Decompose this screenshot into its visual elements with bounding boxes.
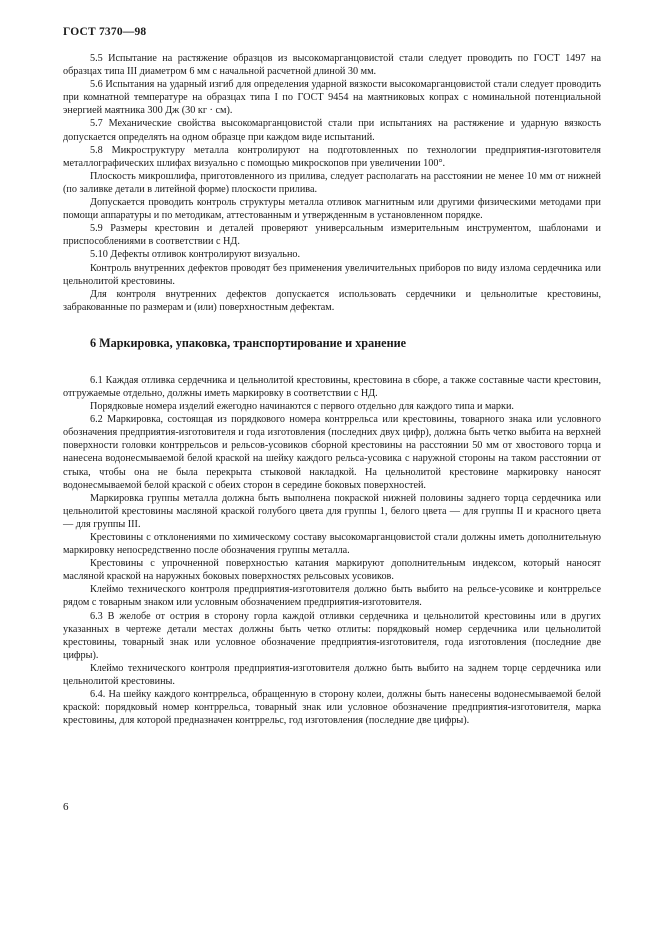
- paragraph-6-2: 6.2 Маркировка, состоящая из порядкового номера контррельса или крестовины, товарного знака или условного обозначения предприятия-изготовителя и года изготовления (последних двух цифр), должна быть четко выбита на верхней поверхности головки контррельсов и рельсов-усовиков сборной крестовины на расстоянии 50 мм от хвостового торца и нанесена водонесмываемой белой краской на шейку каждого рельса-усовика с наружной стороны на таком расстоянии от стыка, чтобы она не была перекрыта стыковой накладкой. На цельнолитой крестовине маркировку наносят водонесмываемой белой краской с обеих сторон в середине боковых поверхностей.: [63, 414, 601, 491]
- paragraph-inspection-stamp: Клеймо технического контроля предприятия-изготовителя должно быть выбито на рельсе-усовике и контррельсе рядом с товарным знаком или условным обозначением предприятия-изготовителя.: [63, 584, 601, 609]
- paragraph-defect-samples: Для контроля внутренних дефектов допускается использовать сердечники и цельнолитые крестовины, забракованные по размерам и (или) поверхностным дефектам.: [63, 288, 601, 313]
- paragraph-metal-group-marking: Маркировка группы металла должна быть выполнена покраской нижней половины заднего торца сердечника или цельнолитой крестовины масляной краской голубого цвета для группы 1, белого цвета — для группы II и красного цвета — для группы III.: [63, 492, 601, 530]
- paragraph-microsection: Плоскость микрошлифа, приготовленного из прилива, следует располагать на расстоянии не менее 10 мм от нижней (по заливке детали в литейной форме) плоскости прилива.: [63, 170, 601, 195]
- section-6-text: [63, 374, 601, 728]
- page-number: 6: [63, 801, 69, 813]
- paragraph-6-1: 6.1 Каждая отливка сердечника и цельнолитой крестовины, крестовина в сборе, а также составные части крестовин, отгружаемые отдельно, должны иметь маркировку в соответствии с НД.: [63, 374, 601, 399]
- paragraph-chemical-deviation: Крестовины с отклонениями по химическому составу высокомарганцовистой стали должны иметь дополнительную маркировку непосредственно после обозначения группы металла.: [63, 532, 601, 557]
- paragraph-hardened-surface: Крестовины с упрочненной поверхностью катания маркируют дополнительным индексом, который наносят масляной краской на наружных боковых поверхностях рельсовых усовиков.: [63, 558, 601, 583]
- paragraph-rear-stamp: Клеймо технического контроля предприятия-изготовителя должно быть выбито на заднем торце сердечника или цельнолитой крестовины.: [63, 662, 601, 688]
- paragraph-5-8: 5.8 Микроструктуру металла контролируют на подготовленных по технологии предприятия-изготовителя металлографических шлифах визуально с помощью микроскопов при увеличении 100°.: [63, 144, 601, 169]
- paragraph-serial-numbers: Порядковые номера изделий ежегодно начинаются с первого отдельно для каждого типа и марки.: [90, 401, 514, 413]
- paragraph-6-4: 6.4. На шейку каждого контррельса, обращенную в сторону колеи, должны быть нанесены водонесмываемой белой краской: порядковый номер контррельса, товарный знак или условное обозначение предприятия-изготовителя, марка крестовины, для которой предназначен контррельс, год изготовления (последние две цифры).: [63, 689, 601, 727]
- paragraph-5-7: 5.7 Механические свойства высокомарганцовистой стали при испытаниях на растяжение и ударную вязкость допускается определять на одном образце при каждом виде испытаний.: [63, 118, 601, 143]
- paragraph-structure-control: Допускается проводить контроль структуры металла отливок магнитным или другими физическими методами при помощи аппаратуры и по методикам, аттестованным и утвержденным в установленном порядке.: [63, 197, 601, 222]
- paragraph-6-3: 6.3 В желобе от острия в сторону горла каждой отливки сердечника и цельнолитой крестовины или в других указанных в чертеже детали местах должны быть четко отлиты: порядковый номер сердечника или цельнолитой крестовины, товарный знак или условное обозначение предприятия-изготовителя, года изготовления (последние две цифры).: [63, 610, 601, 661]
- document-page: [63, 26, 601, 727]
- paragraph-5-10: 5.10 Дефекты отливок контролируют визуально.: [90, 249, 301, 261]
- paragraph-internal-defects: Контроль внутренних дефектов проводят без применения увеличительных приборов по виду излома сердечника или цельнолитой крестовины.: [63, 262, 601, 287]
- paragraph-5-6: 5.6 Испытания на ударный изгиб для определения ударной вязкости высокомарганцовистой стали следует проводить при комнатной температуре на образцах типа I по ГОСТ 9454 на маятниковых копрах с номинальной потенциальной энергией маятника 300 Дж (30 кг · см).: [63, 79, 601, 117]
- paragraph-5-5: 5.5 Испытание на растяжение образцов из высокомарганцовистой стали следует проводить по ГОСТ 1497 на образцах типа III диаметром 6 мм с начальной расчетной длиной 30 мм.: [63, 53, 601, 78]
- section-6-title: 6 Маркировка, упаковка, транспортирование и хранение: [90, 335, 407, 350]
- section-5-text: [63, 52, 601, 314]
- paragraph-5-9: 5.9 Размеры крестовин и деталей проверяют универсальным измерительным инструментом, шаблонами и приспособлениями в соответствии с НД.: [63, 223, 601, 248]
- document-header: ГОСТ 7370—98: [63, 26, 147, 38]
